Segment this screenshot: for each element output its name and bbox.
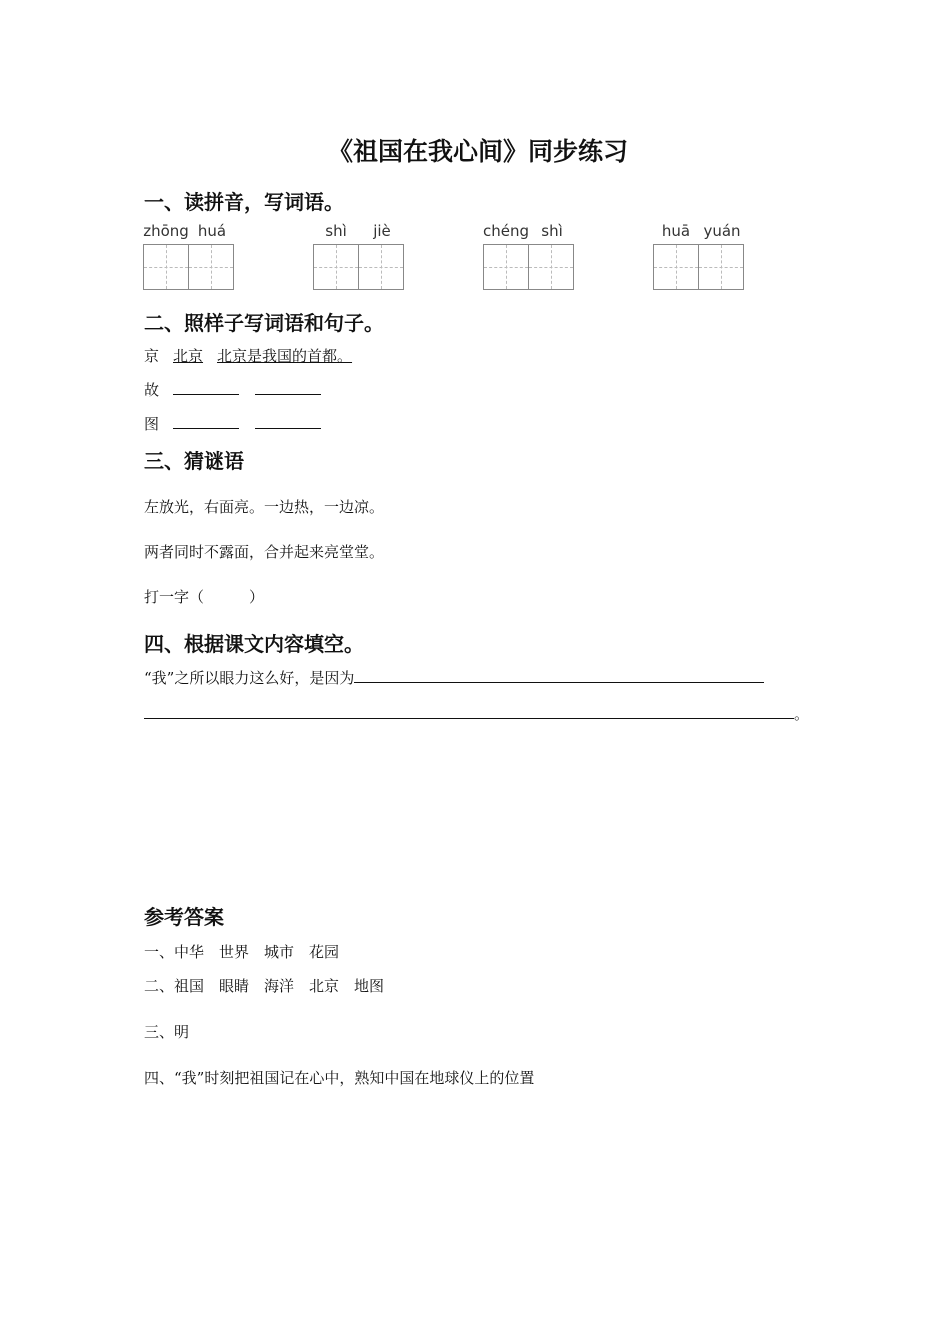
writing-box[interactable] [483, 244, 529, 290]
section1-heading: 一、读拼音，写词语。 [144, 190, 344, 214]
exercise-char: 故 [144, 381, 160, 399]
writing-box[interactable] [143, 244, 189, 290]
fill-blank-1[interactable] [354, 668, 764, 683]
pinyin-item-2 [313, 222, 405, 290]
exercise-char: 图 [144, 415, 160, 433]
pinyin-syllable: huā [661, 222, 691, 240]
fill-end: 。 [794, 705, 810, 723]
riddle-line-2: 两者同时不露面，合并起来亮堂堂。 [144, 543, 385, 561]
fill-line-2 [144, 703, 809, 724]
pinyin-syllable: shì [325, 222, 347, 240]
pinyin-item-4 [653, 222, 745, 290]
riddle-line-1: 左放光，右面亮。一边热，一边凉。 [144, 498, 385, 516]
example-row [144, 345, 352, 366]
section2-heading: 二、照样子写词语和句子。 [144, 311, 384, 335]
example-char: 京 [144, 347, 160, 365]
section3-heading: 三、猜谜语 [144, 449, 244, 473]
answer-line-4: 四、“我”时刻把祖国记在心中，熟知中国在地球仪上的位置 [144, 1069, 535, 1087]
pinyin-syllable: jiè [373, 222, 391, 240]
pinyin-item-3 [483, 222, 575, 290]
exercise-row-1 [144, 379, 337, 400]
writing-box[interactable] [529, 244, 574, 290]
example-word: 北京 [173, 347, 204, 365]
pinyin-syllable: huá [197, 222, 227, 240]
exercise-row-2 [144, 413, 337, 434]
writing-box[interactable] [653, 244, 699, 290]
writing-box[interactable] [313, 244, 359, 290]
sentence-blank[interactable] [255, 414, 321, 429]
section4-heading: 四、根据课文内容填空。 [144, 632, 364, 656]
example-sentence: 北京是我国的首都。 [217, 347, 353, 365]
fill-line-1 [144, 667, 764, 688]
pinyin-syllable: yuán [703, 222, 741, 240]
answer-line-3: 三、明 [144, 1023, 190, 1041]
pinyin-syllable: chéng [483, 222, 530, 240]
word-blank[interactable] [173, 380, 239, 395]
word-blank[interactable] [173, 414, 239, 429]
riddle-answer-prompt: 打一字（ ） [144, 588, 265, 606]
pinyin-item-1 [143, 222, 235, 290]
page-title: 《祖国在我心间》同步练习 [327, 137, 628, 166]
pinyin-syllable: zhōng [143, 222, 189, 240]
fill-prompt: “我”之所以眼力这么好，是因为 [144, 669, 355, 687]
sentence-blank[interactable] [255, 380, 321, 395]
answer-line-1: 一、中华 世界 城市 花园 [144, 943, 340, 961]
answers-heading: 参考答案 [144, 905, 224, 929]
fill-blank-2[interactable] [144, 704, 794, 719]
writing-box[interactable] [699, 244, 744, 290]
answer-line-2: 二、祖国 眼睛 海洋 北京 地图 [144, 977, 385, 995]
writing-box[interactable] [189, 244, 234, 290]
pinyin-syllable: shì [541, 222, 563, 240]
writing-box[interactable] [359, 244, 404, 290]
